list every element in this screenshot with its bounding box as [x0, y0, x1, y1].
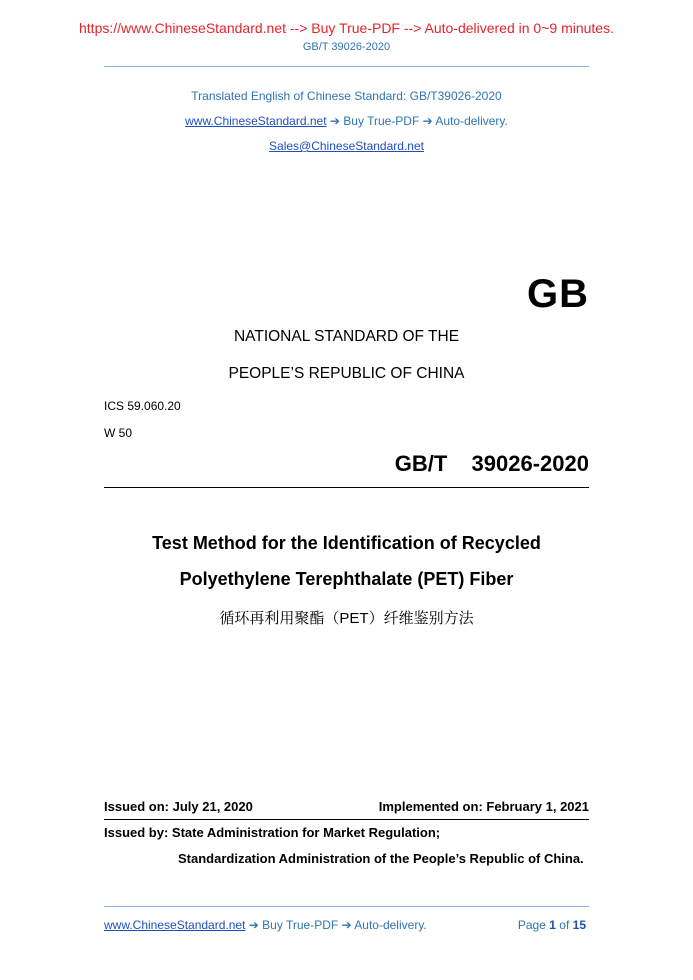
buy-true-pdf-text: Buy True-PDF: [343, 114, 420, 128]
standard-code: GB/T 39026-2020: [394, 451, 589, 476]
standard-code-divider: [104, 487, 589, 488]
site-link[interactable]: www.ChineseStandard.net: [185, 114, 327, 128]
page-total: 15: [572, 918, 586, 932]
footer-auto-text: Auto-delivery.: [354, 918, 427, 932]
national-standard-line2: PEOPLE’S REPUBLIC OF CHINA: [228, 365, 465, 382]
of-label: of: [559, 918, 570, 932]
translation-links: [0, 114, 693, 128]
title-chinese: 循环再利用聚酯（PET）纤维鉴别方法: [219, 610, 474, 627]
national-standard-line1: NATIONAL STANDARD OF THE: [233, 328, 460, 345]
issued-on-date: Issued on: July 21, 2020: [104, 799, 253, 814]
auto-delivery-text: Auto-delivery.: [435, 114, 508, 128]
sales-email-link[interactable]: Sales@ChineseStandard.net: [269, 139, 424, 153]
issued-by-second: Standardization Administration of the People’s Republic of China.: [178, 851, 584, 866]
translation-line: Translated English of Chinese Standard: GB/T39026-2020: [191, 89, 502, 103]
right-arrow-icon: ➔: [248, 918, 259, 932]
footer-buy-text: Buy True-PDF: [262, 918, 339, 932]
top-banner[interactable]: https://www.ChineseStandard.net --> Buy True-PDF --> Auto-delivered in 0~9 minutes.: [79, 20, 614, 36]
footer-links: [104, 918, 427, 932]
page-indicator: [518, 918, 586, 932]
ics-code: ICS 59.060.20: [104, 399, 181, 413]
right-arrow-icon: ➔: [341, 918, 352, 932]
title-line2: Polyethylene Terephthalate (PET) Fiber: [179, 569, 514, 589]
page-label: Page: [517, 918, 546, 932]
title-line1: Test Method for the Identification of Recycled: [152, 533, 541, 553]
w-code: W 50: [104, 426, 133, 440]
page-number: 1: [549, 918, 556, 932]
issue-divider: [104, 819, 589, 820]
header-standard-code: GB/T 39026-2020: [302, 41, 391, 53]
email-line: [0, 139, 693, 153]
gb-mark: GB: [527, 272, 589, 316]
right-arrow-icon: ➔: [329, 114, 340, 128]
right-arrow-icon: ➔: [422, 114, 433, 128]
footer-site-link[interactable]: www.ChineseStandard.net: [104, 918, 246, 932]
header-divider: [104, 66, 589, 67]
footer-divider: [104, 906, 589, 907]
issued-by: Issued by: State Administration for Market Regulation;: [104, 825, 441, 840]
implemented-on-date: Implemented on: February 1, 2021: [378, 799, 589, 814]
